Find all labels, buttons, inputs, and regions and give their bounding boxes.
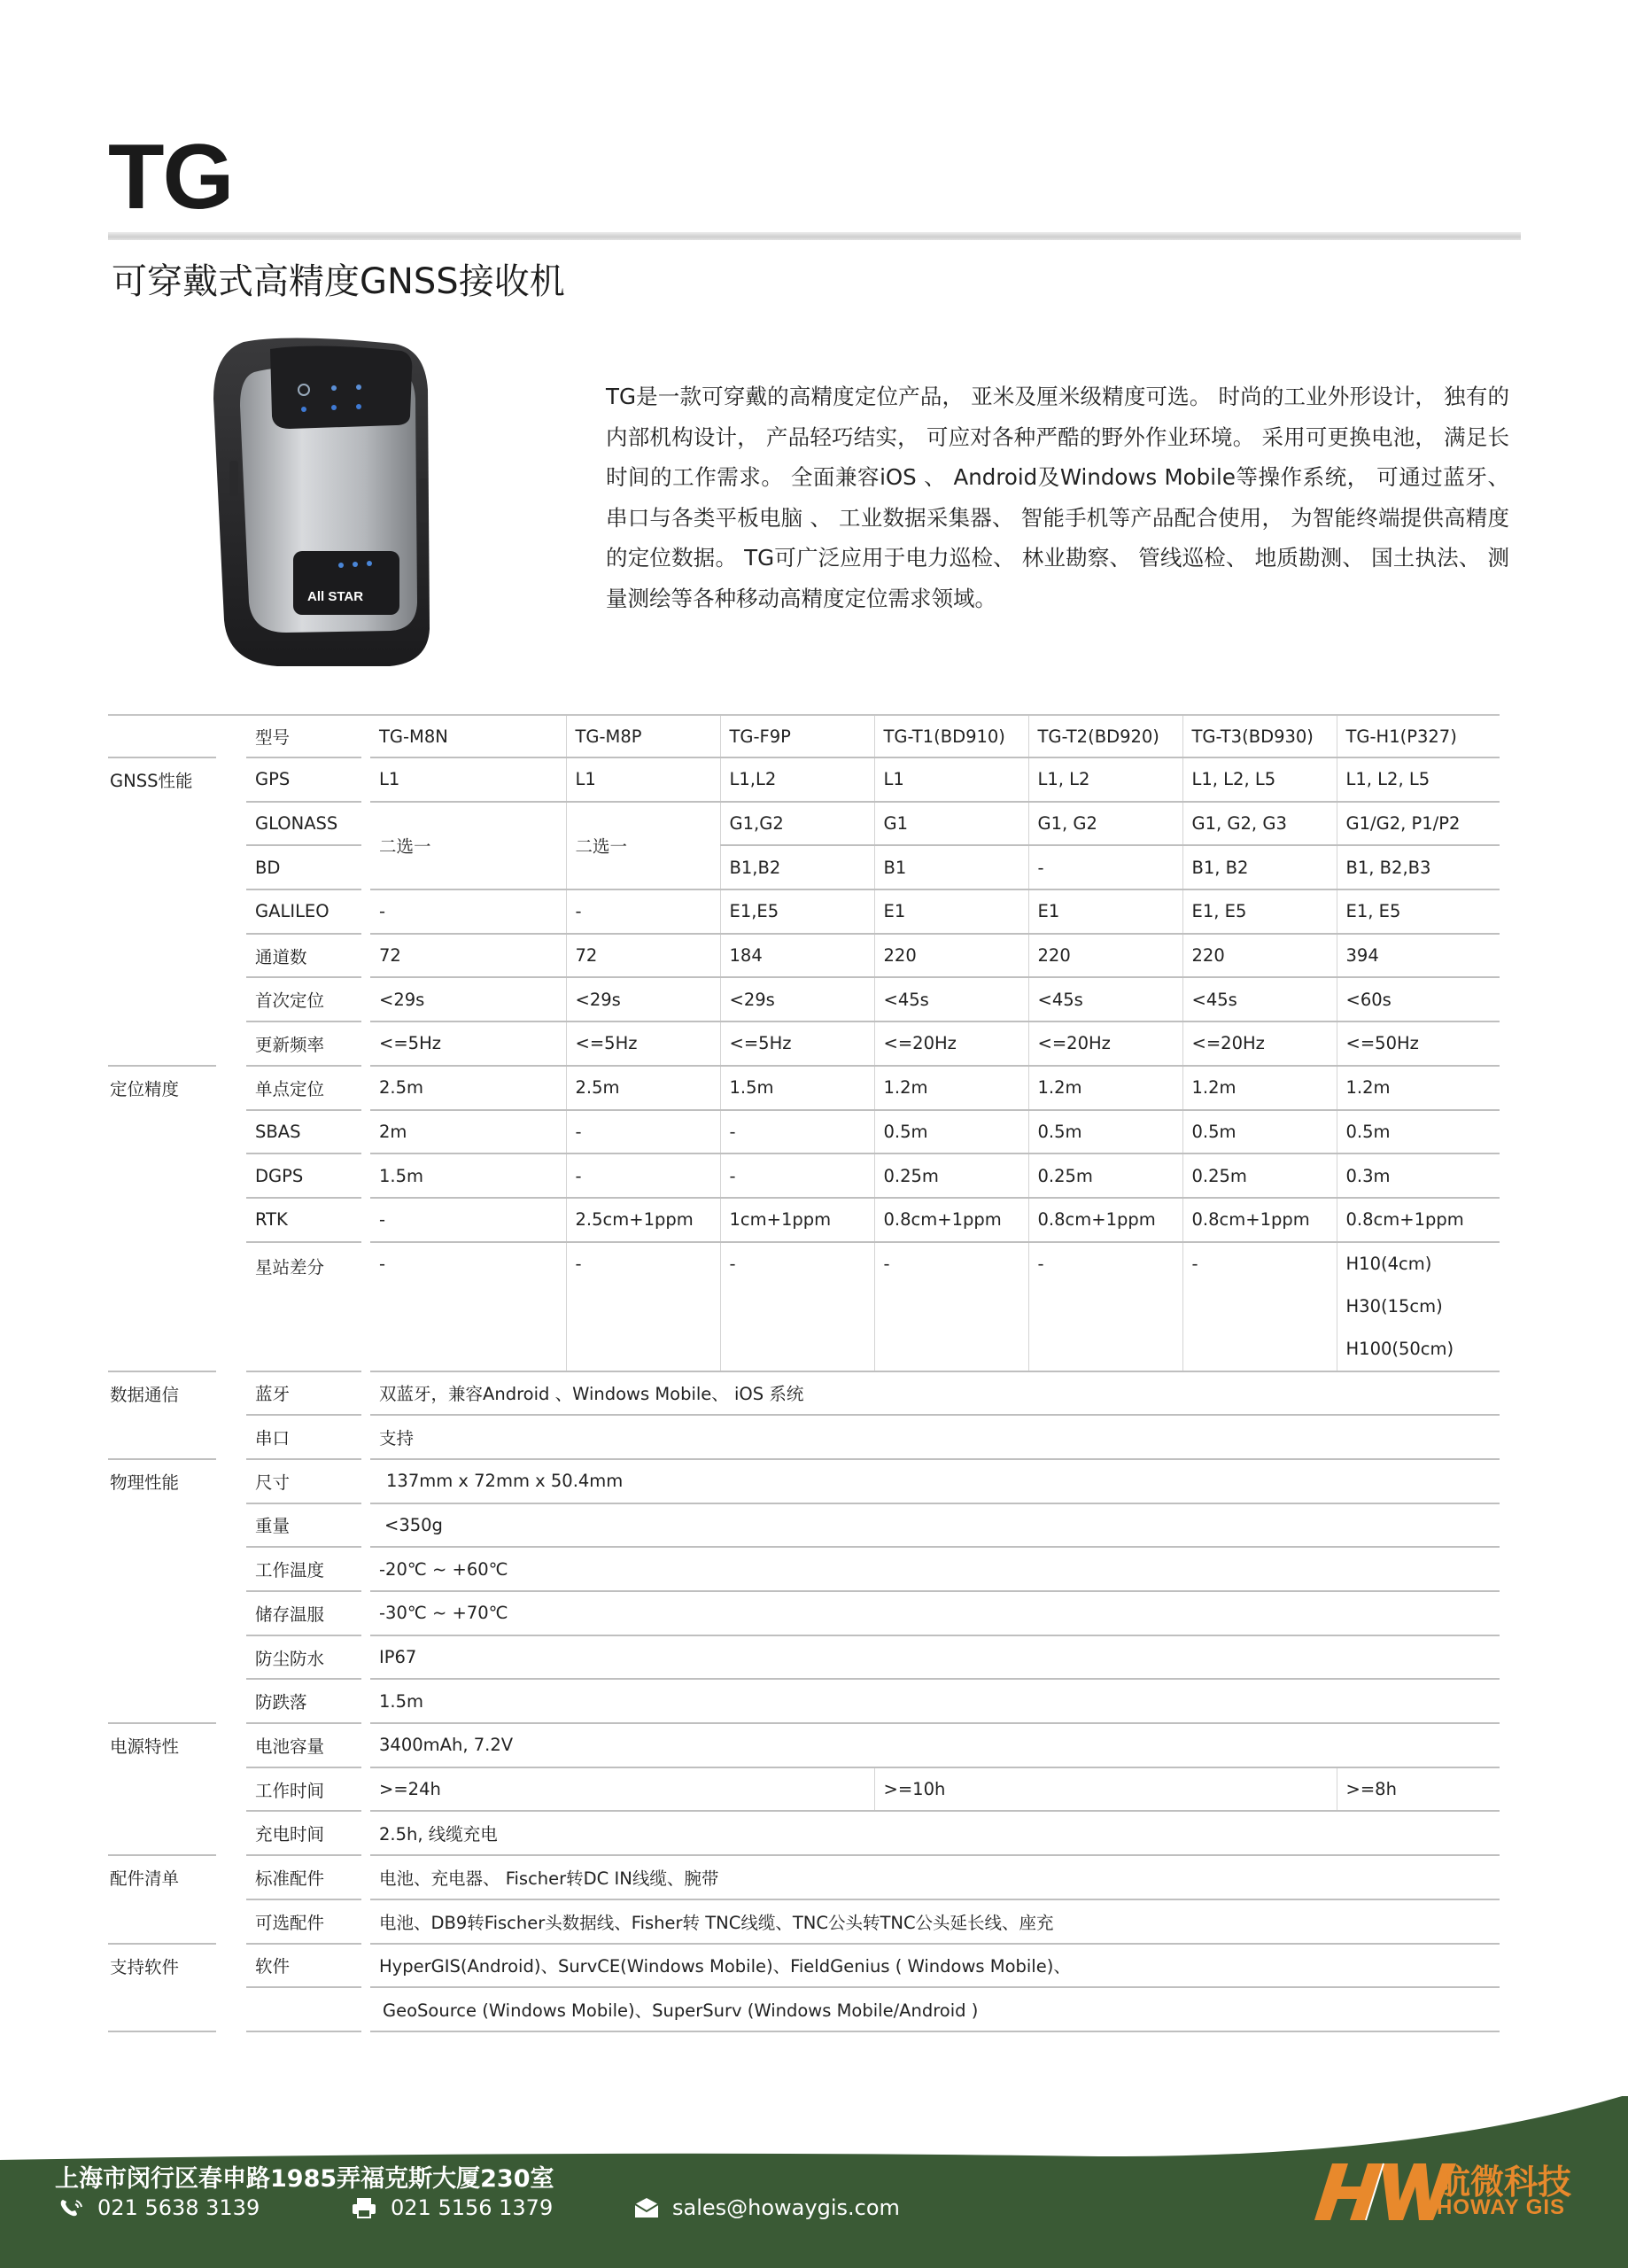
- spec-row: [108, 1635, 1500, 1680]
- spec-row: [108, 934, 1500, 978]
- spec-cell: <=5Hz: [370, 1021, 566, 1066]
- spec-cell: -: [1182, 1242, 1337, 1371]
- row-label: 串口: [246, 1415, 361, 1459]
- spec-cell: 0.5m: [874, 1110, 1028, 1154]
- spec-cell: H30(15cm): [1345, 1295, 1443, 1317]
- mail-icon: [633, 2196, 660, 2219]
- brand-name-cn: 航微科技: [1437, 2163, 1572, 2202]
- spec-cell: >=8h: [1337, 1767, 1500, 1812]
- footer-address: 上海市闵行区春申路1985弄福克斯大厦230室: [55, 2165, 554, 2193]
- category-label: 数据通信: [110, 1384, 180, 1405]
- category-label: 支持软件: [110, 1956, 180, 1977]
- spec-cell: H100(50cm): [1345, 1338, 1454, 1359]
- row-label: GPS: [246, 757, 361, 802]
- spec-row: [108, 1944, 1500, 1988]
- spec-cell: 1.5m: [370, 1153, 566, 1198]
- spec-cell: G1/G2, P1/P2: [1337, 802, 1500, 846]
- row-label: 蓝牙: [246, 1371, 361, 1416]
- spec-row: [108, 1547, 1500, 1591]
- spec-cell: L1: [874, 757, 1028, 802]
- model-col-header: TG-M8P: [566, 715, 720, 757]
- row-label: 工作温度: [246, 1547, 361, 1591]
- spec-cell: 2m: [370, 1110, 566, 1154]
- spec-cell: -: [370, 889, 566, 934]
- spec-row: [108, 1591, 1500, 1635]
- spec-cell: L1,L2: [720, 757, 874, 802]
- spec-row: [108, 977, 1500, 1021]
- spec-cell: -: [874, 1242, 1028, 1371]
- category-label: 配件清单: [110, 1868, 180, 1890]
- spec-cell: -: [720, 1242, 874, 1371]
- footer-email: [633, 2195, 900, 2220]
- spec-cell: 0.5m: [1028, 1110, 1182, 1154]
- row-label: SBAS: [246, 1110, 361, 1154]
- row-label: 软件: [246, 1944, 361, 1988]
- spec-row: [108, 1242, 1500, 1371]
- spec-cell: 0.5m: [1337, 1110, 1500, 1154]
- spec-cell: 0.25m: [1028, 1153, 1182, 1198]
- spec-cell: B1, B2: [1182, 845, 1337, 889]
- phone-number: 021 5638 3139: [97, 2195, 260, 2220]
- spec-cell: 电池、充电器、 Fischer转DC IN线缆、腕带: [370, 1855, 1500, 1899]
- spec-cell: 二选一: [566, 802, 720, 889]
- brand-name-en: HOWAY GIS: [1437, 2195, 1566, 2219]
- spec-cell: <29s: [566, 977, 720, 1021]
- spec-row: [108, 1679, 1500, 1723]
- email-address: sales@howaygis.com: [672, 2195, 900, 2220]
- spec-cell: 1.2m: [1028, 1066, 1182, 1110]
- spec-cell: <=20Hz: [1028, 1021, 1182, 1066]
- spec-cell: <=5Hz: [566, 1021, 720, 1066]
- model-col-header: TG-M8N: [370, 715, 566, 757]
- spec-row: [108, 1066, 1500, 1110]
- spec-cell: <=20Hz: [874, 1021, 1028, 1066]
- spec-cell: L1: [566, 757, 720, 802]
- row-label: 尺寸: [246, 1459, 361, 1503]
- spec-cell: L1: [370, 757, 566, 802]
- spec-cell: 2.5m: [566, 1066, 720, 1110]
- spec-cell: <45s: [1182, 977, 1337, 1021]
- spec-cell: GeoSource (Windows Mobile)、SuperSurv (Windows Mobile/Android ): [370, 1987, 1500, 2031]
- spec-table: [108, 714, 1500, 2032]
- spec-row: [108, 1723, 1500, 1767]
- footer-phone: [58, 2195, 260, 2220]
- row-label: 通道数: [246, 934, 361, 978]
- spec-cell: 0.3m: [1337, 1153, 1500, 1198]
- row-label: 防尘防水: [246, 1635, 361, 1680]
- spec-cell: E1, E5: [1182, 889, 1337, 934]
- spec-cell: L1, L2, L5: [1337, 757, 1500, 802]
- spec-cell: 2.5m: [370, 1066, 566, 1110]
- spec-cell: 支持: [370, 1415, 1500, 1459]
- spec-cell: <45s: [874, 977, 1028, 1021]
- spec-cell: -: [720, 1110, 874, 1154]
- spec-row: [108, 1855, 1500, 1899]
- spec-cell: <45s: [1028, 977, 1182, 1021]
- spec-cell: >=24h: [370, 1767, 874, 1812]
- spec-cell: -: [720, 1153, 874, 1198]
- model-col-header: TG-T1(BD910): [874, 715, 1028, 757]
- spec-row: [108, 1198, 1500, 1242]
- row-label: RTK: [246, 1198, 361, 1242]
- spec-cell: 220: [1028, 934, 1182, 978]
- spec-cell: G1: [874, 802, 1028, 846]
- spec-cell: 220: [1182, 934, 1337, 978]
- spec-cell: 72: [566, 934, 720, 978]
- model-col-header: TG-F9P: [720, 715, 874, 757]
- spec-cell: 184: [720, 934, 874, 978]
- spec-cell: 二选一: [370, 802, 566, 889]
- spec-cell: -: [1028, 1242, 1182, 1371]
- row-label: 防跌落: [246, 1679, 361, 1723]
- spec-row: [108, 1811, 1500, 1855]
- spec-cell: 0.8cm+1ppm: [874, 1198, 1028, 1242]
- spec-header-row: [108, 715, 1500, 757]
- spec-cell: <=20Hz: [1182, 1021, 1337, 1066]
- row-label: GLONASS: [246, 802, 361, 846]
- spec-cell: -: [370, 1198, 566, 1242]
- spec-cell: 137mm x 72mm x 50.4mm: [370, 1459, 1500, 1503]
- spec-cell: B1, B2,B3: [1337, 845, 1500, 889]
- spec-cell: 1.5m: [370, 1679, 1500, 1723]
- spec-cell: 1.2m: [1337, 1066, 1500, 1110]
- spec-cell: 0.5m: [1182, 1110, 1337, 1154]
- spec-row: [108, 1153, 1500, 1198]
- row-label: 电池容量: [246, 1723, 361, 1767]
- spec-cell: >=10h: [874, 1767, 1337, 1812]
- spec-cell-stack: [1337, 1242, 1500, 1371]
- spec-cell: -: [566, 1242, 720, 1371]
- phone-icon: [58, 2197, 85, 2218]
- row-label: GALILEO: [246, 889, 361, 934]
- category-label: 物理性能: [110, 1472, 180, 1494]
- product-subtitle: 可穿戴式高精度GNSS接收机: [112, 261, 565, 302]
- device-image: [208, 337, 434, 669]
- spec-cell: E1,E5: [720, 889, 874, 934]
- spec-cell: 双蓝牙，兼容Android 、Windows Mobile、 iOS 系统: [370, 1371, 1500, 1416]
- row-label: 标准配件: [246, 1855, 361, 1899]
- spec-cell: -: [370, 1242, 566, 1371]
- spec-cell: 394: [1337, 934, 1500, 978]
- row-label: 更新频率: [246, 1021, 361, 1066]
- spec-row: [108, 1503, 1500, 1548]
- row-label: 首次定位: [246, 977, 361, 1021]
- row-label: 工作时间: [246, 1767, 361, 1812]
- row-label: 星站差分: [246, 1242, 361, 1371]
- title-rule: [108, 232, 1521, 240]
- spec-cell: G1, G2, G3: [1182, 802, 1337, 846]
- spec-cell: H10(4cm): [1345, 1253, 1432, 1274]
- category-label: 定位精度: [110, 1079, 180, 1100]
- spec-cell: -: [1028, 845, 1182, 889]
- spec-cell: <29s: [370, 977, 566, 1021]
- footer-fax: [350, 2195, 553, 2220]
- spec-row: [108, 1459, 1500, 1503]
- spec-cell: B1,B2: [720, 845, 874, 889]
- spec-cell: <60s: [1337, 977, 1500, 1021]
- row-label: 充电时间: [246, 1811, 361, 1855]
- spec-row: [108, 802, 1500, 846]
- spec-cell: 1cm+1ppm: [720, 1198, 874, 1242]
- spec-cell: B1: [874, 845, 1028, 889]
- spec-cell: <=5Hz: [720, 1021, 874, 1066]
- spec-cell: 2.5h, 线缆充电: [370, 1811, 1500, 1855]
- spec-cell: E1, E5: [1337, 889, 1500, 934]
- spec-cell: E1: [874, 889, 1028, 934]
- spec-cell: 0.8cm+1ppm: [1182, 1198, 1337, 1242]
- spec-cell: -: [566, 889, 720, 934]
- spec-cell: HyperGIS(Android)、SurvCE(Windows Mobile)、FieldGenius ( Windows Mobile)、: [370, 1944, 1500, 1988]
- spec-cell: -: [566, 1110, 720, 1154]
- spec-cell: E1: [1028, 889, 1182, 934]
- spec-row: [108, 1987, 1500, 2031]
- spec-cell: G1,G2: [720, 802, 874, 846]
- spec-cell: 电池、DB9转Fischer头数据线、Fisher转 TNC线缆、TNC公头转TNC公头延长线、座充: [370, 1899, 1500, 1944]
- spec-row: [108, 1415, 1500, 1459]
- spec-row: [108, 889, 1500, 934]
- product-description: TG是一款可穿戴的高精度定位产品， 亚米及厘米级精度可选。 时尚的工业外形设计， 独有的内部机构设计， 产品轻巧结实， 可应对各种严酷的野外作业环境。 采用可更换电池， 满足长时间的工作需求。 全面兼容iOS 、 Android及Windows Mobile等操作系统， 可通过蓝牙、 串口与各类平板电脑 、 工业数据采集器、 智能手机等产品配合使用， 为智能终端提供高精度的定位数据。 TG可广泛应用于电力巡检、 林业勘察、 管线巡检、 地质勘测、 国土执法、 测量测绘等各种移动高精度定位需求领域。: [606, 384, 1509, 611]
- spec-cell: IP67: [370, 1635, 1500, 1680]
- spec-cell: -20℃ ~ +60℃: [370, 1547, 1500, 1591]
- row-label: 型号: [246, 715, 361, 757]
- model-col-header: TG-T3(BD930): [1182, 715, 1337, 757]
- row-label: 单点定位: [246, 1066, 361, 1110]
- spec-cell: 0.25m: [874, 1153, 1028, 1198]
- spec-row: [108, 1110, 1500, 1154]
- spec-cell: 1.2m: [1182, 1066, 1337, 1110]
- spec-cell: 3400mAh, 7.2V: [370, 1723, 1500, 1767]
- spec-cell: G1, G2: [1028, 802, 1182, 846]
- spec-cell: L1, L2, L5: [1182, 757, 1337, 802]
- spec-cell: <=50Hz: [1337, 1021, 1500, 1066]
- spec-cell: 72: [370, 934, 566, 978]
- spec-row: [108, 1899, 1500, 1944]
- spec-row: [108, 1371, 1500, 1416]
- spec-cell: L1, L2: [1028, 757, 1182, 802]
- row-label: 重量: [246, 1503, 361, 1548]
- row-label: 储存温服: [246, 1591, 361, 1635]
- spec-cell: -30℃ ~ +70℃: [370, 1591, 1500, 1635]
- spec-row: [108, 845, 1500, 889]
- spec-cell: 1.2m: [874, 1066, 1028, 1110]
- row-label: 可选配件: [246, 1899, 361, 1944]
- product-model-title: TG: [108, 126, 233, 229]
- spec-cell: 2.5cm+1ppm: [566, 1198, 720, 1242]
- spec-cell: -: [566, 1153, 720, 1198]
- spec-row: [108, 1021, 1500, 1066]
- spec-cell: <350g: [370, 1503, 1500, 1548]
- spec-cell: 1.5m: [720, 1066, 874, 1110]
- device-logo: All STAR: [307, 589, 364, 604]
- fax-icon: [350, 2196, 378, 2219]
- spec-cell: <29s: [720, 977, 874, 1021]
- spec-cell: 220: [874, 934, 1028, 978]
- spec-cell: 0.8cm+1ppm: [1337, 1198, 1500, 1242]
- spec-cell: 0.8cm+1ppm: [1028, 1198, 1182, 1242]
- row-label: BD: [246, 845, 361, 889]
- category-label: GNSS性能: [110, 771, 193, 792]
- spec-cell: 0.25m: [1182, 1153, 1337, 1198]
- fax-number: 021 5156 1379: [391, 2195, 554, 2220]
- row-label: DGPS: [246, 1153, 361, 1198]
- model-col-header: TG-H1(P327): [1337, 715, 1500, 757]
- category-label: 电源特性: [110, 1736, 180, 1758]
- spec-row: [108, 757, 1500, 802]
- spec-row: [108, 1767, 1500, 1812]
- model-col-header: TG-T2(BD920): [1028, 715, 1182, 757]
